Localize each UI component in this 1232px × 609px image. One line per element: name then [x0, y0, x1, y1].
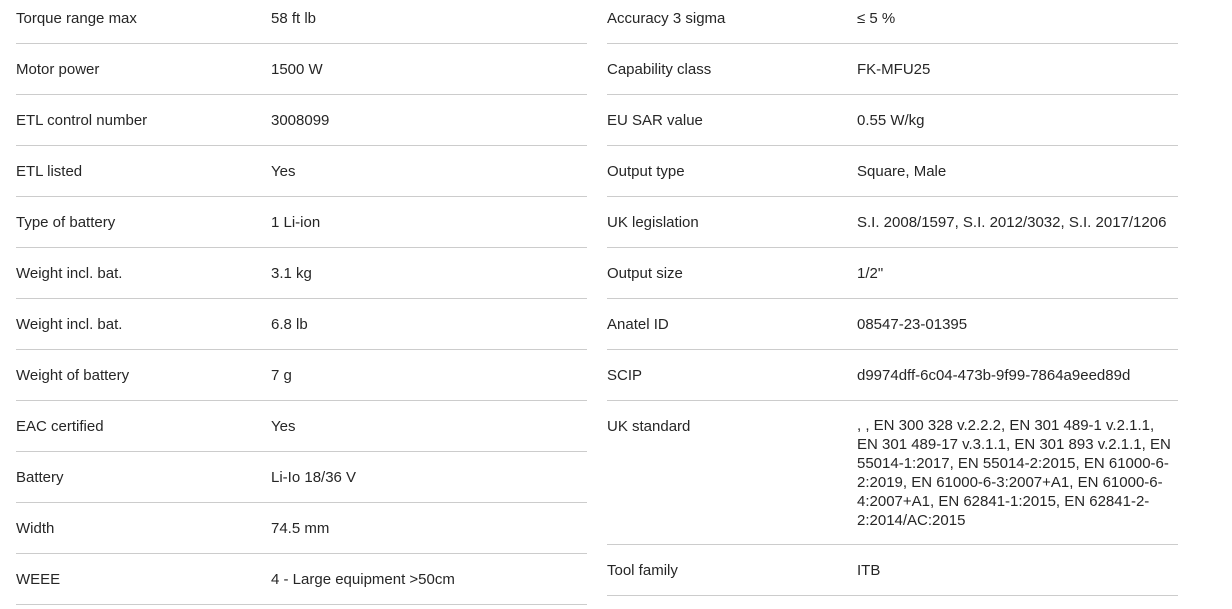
spec-label: Output size [607, 265, 683, 282]
spec-value: 08547-23-01395 [857, 316, 968, 333]
spec-value: Yes [271, 418, 296, 435]
spec-label: ETL listed [16, 163, 83, 180]
spec-row [16, 44, 587, 95]
spec-label: Tool family [607, 562, 678, 579]
spec-label: Weight incl. bat. [16, 265, 123, 282]
spec-label: Battery [16, 469, 64, 486]
spec-value: FK-MFU25 [857, 61, 931, 78]
spec-label: WEEE [16, 571, 61, 588]
spec-row [16, 299, 587, 350]
spec-value: 0.55 W/kg [857, 112, 925, 129]
spec-label: Weight of battery [16, 367, 130, 384]
spec-row [16, 0, 587, 44]
spec-label: Width [16, 520, 55, 537]
spec-value: d9974dff-6c04-473b-9f99-7864a9eed89d [857, 367, 1131, 384]
spec-label: EU SAR value [607, 112, 703, 129]
spec-value: Li-Io 18/36 V [271, 469, 357, 486]
spec-row [16, 503, 587, 554]
spec-label: Capability class [607, 61, 712, 78]
spec-row [607, 401, 1178, 545]
spec-row [16, 452, 587, 503]
spec-value: 6.8 lb [271, 316, 308, 333]
spec-value: ITB [857, 562, 881, 579]
spec-row [16, 401, 587, 452]
spec-value: Square, Male [857, 163, 947, 180]
spec-value: , , EN 300 328 v.2.2.2, EN 301 489-1 v.2.1.1, EN 301 489-17 v.3.1.1, EN 301 893 v.2.1.1, EN 55014-1:2017, EN 55014-2:2015, EN 61000-6-2:2019, EN 61000-6-3:2007+A1, EN 61000-6-4:2007+A1, EN 62841-1:2015, EN 62841-2-2:2014/AC:2015 [857, 417, 1171, 529]
spec-row [16, 197, 587, 248]
spec-value: 3.1 kg [271, 265, 312, 282]
spec-value: ≤ 5 % [857, 10, 896, 27]
spec-label: SCIP [607, 367, 643, 384]
spec-row [607, 44, 1178, 95]
spec-row [607, 197, 1178, 248]
spec-table-left [16, 0, 587, 605]
spec-label: Anatel ID [607, 316, 669, 333]
spec-value: 3008099 [271, 112, 330, 129]
spec-label: UK legislation [607, 214, 699, 231]
spec-label: Type of battery [16, 214, 116, 231]
spec-value: Yes [271, 163, 296, 180]
spec-row [607, 146, 1178, 197]
spec-value: 58 ft lb [271, 10, 317, 27]
spec-row [16, 95, 587, 146]
spec-value: 1500 W [271, 61, 323, 78]
spec-value: 1 Li-ion [271, 214, 321, 231]
spec-row [607, 350, 1178, 401]
spec-label: Weight incl. bat. [16, 316, 123, 333]
spec-label: EAC certified [16, 418, 104, 435]
spec-row [16, 146, 587, 197]
spec-value: S.I. 2008/1597, S.I. 2012/3032, S.I. 2017/1206 [857, 214, 1167, 231]
spec-row [607, 299, 1178, 350]
spec-row [16, 248, 587, 299]
spec-label: Motor power [16, 61, 100, 78]
spec-row [607, 95, 1178, 146]
spec-value: 4 - Large equipment >50cm [271, 571, 455, 588]
spec-table-right [607, 0, 1178, 596]
spec-value: 74.5 mm [271, 520, 330, 537]
spec-label: Torque range max [16, 10, 137, 27]
spec-row [607, 248, 1178, 299]
spec-label: UK standard [607, 418, 691, 435]
spec-label: Accuracy 3 sigma [607, 10, 726, 27]
spec-label: ETL control number [16, 112, 148, 129]
spec-value: 7 g [271, 367, 292, 384]
spec-row [607, 0, 1178, 44]
spec-row [16, 554, 587, 605]
spec-row [16, 350, 587, 401]
spec-label: Output type [607, 163, 685, 180]
spec-value: 1/2" [857, 265, 884, 282]
spec-row [607, 545, 1178, 596]
